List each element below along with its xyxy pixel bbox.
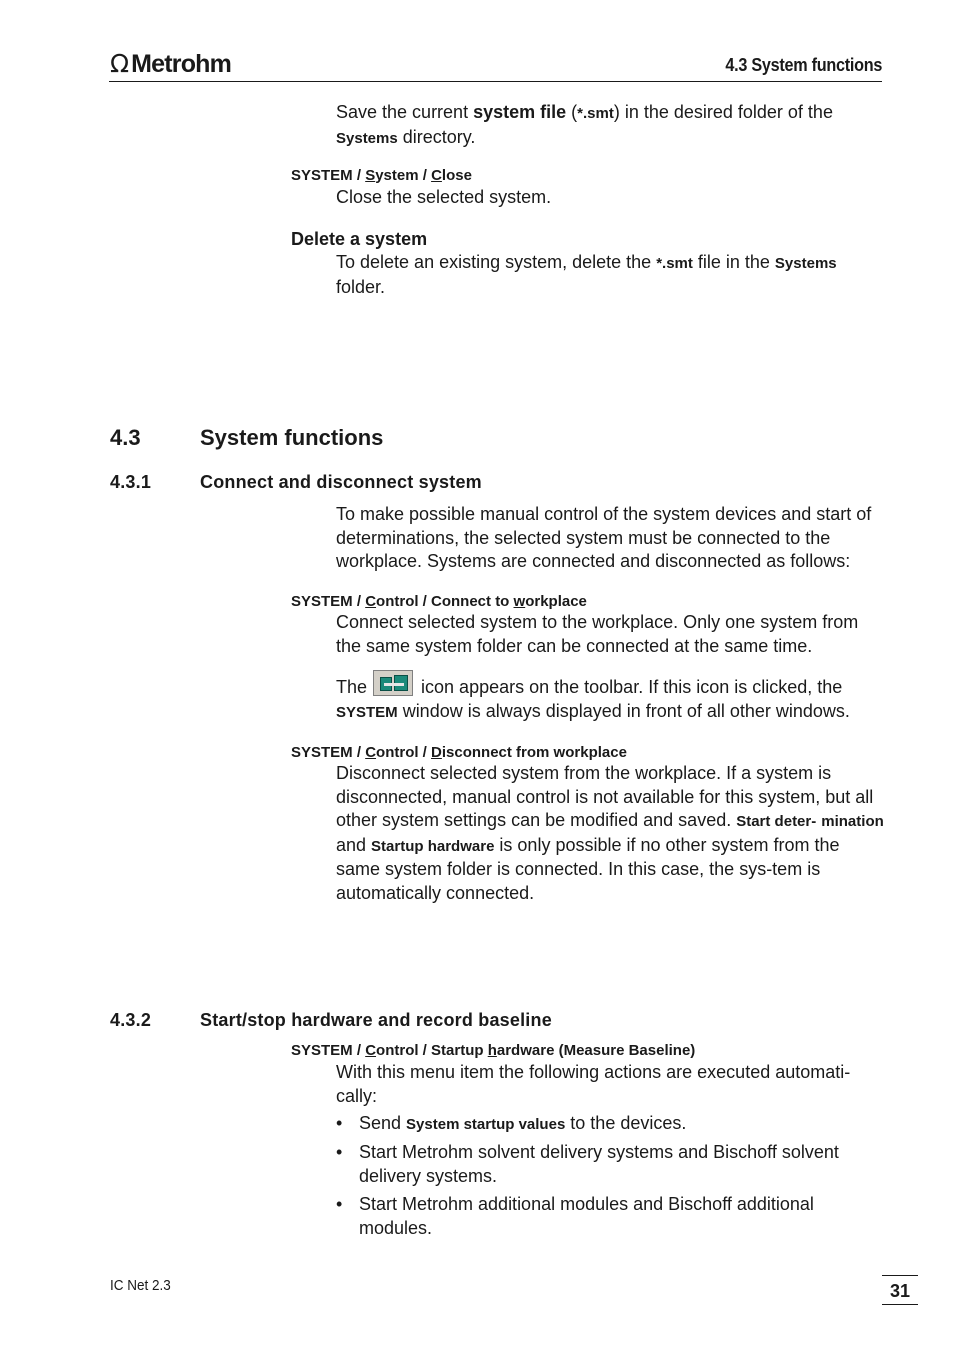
page-number: 31 <box>882 1275 918 1305</box>
section-number-4-3-2: 4.3.2 <box>110 1010 152 1030</box>
bullet-icon: • <box>336 1194 343 1214</box>
section-number-4-3-1: 4.3.1 <box>110 472 152 492</box>
delete-system-heading: Delete a system <box>291 229 428 249</box>
list-item: • Start Metrohm solvent delivery systems and Bischoff solvent delivery systems. <box>336 1141 882 1188</box>
metrohm-logo <box>110 50 231 78</box>
menu-path-connect: SYSTEM / Control / Connect to workplace <box>291 593 587 610</box>
logo-text: Metrohm <box>131 50 232 78</box>
delete-paragraph: To delete an existing system, delete the *.smt file in the Systems folder. <box>336 252 837 297</box>
connect-icon-paragraph: The icon appears on the toolbar. If this icon is clicked, the SYSTEM window is always displayed in front of all other windows. <box>336 670 884 724</box>
menu-path-disconnect: SYSTEM / Control / Disconnect from workplace <box>291 744 627 761</box>
list-item: • Send System startup values to the devices. <box>336 1112 882 1137</box>
section-number-4-3: 4.3 <box>110 425 141 450</box>
section-title-4-3-2: Start/stop hardware and record baseline <box>200 1010 552 1030</box>
system-file-term: system file <box>473 102 567 122</box>
section-title-4-3-1: Connect and disconnect system <box>200 472 482 492</box>
connect-description: Connect selected system to the workplace. Only one system from the same system folder can be connected at the same time. <box>336 612 859 656</box>
footer-document-name: IC Net 2.3 <box>110 1277 171 1294</box>
running-header-title: 4.3 System functions <box>725 55 882 75</box>
header-rule <box>109 81 882 82</box>
connect-intro-paragraph: To make possible manual control of the system devices and start of determinations, the selected system must be connected to the workplace. Systems are connected and disconnected as follows: <box>336 504 872 571</box>
systems-folder-term: Systems <box>336 129 398 147</box>
smt-extension: *.smt <box>577 105 614 122</box>
bullet-icon: • <box>336 1113 343 1133</box>
close-description: Close the selected system. <box>336 187 552 207</box>
menu-path-startup: SYSTEM / Control / Startup hardware (Measure Baseline) <box>291 1042 696 1059</box>
startup-intro: With this menu item the following actions are executed automati-cally: <box>336 1062 851 1106</box>
section-title-4-3: System functions <box>200 425 384 450</box>
disconnect-description: Disconnect selected system from the workplace. If a system is disconnected, manual control is not available for this system, but all other system settings can be modified and saved. Start deter- mination and Startup hardware is only possible if no other system from the same system folder is connected. In this case, the sys-tem is automatically connected. <box>336 763 884 903</box>
omega-icon: Ω <box>110 49 130 78</box>
system-connected-icon <box>373 670 413 696</box>
bullet-icon: • <box>336 1142 343 1162</box>
save-paragraph: Save the current system file (*.smt) in the desired folder of the Systems directory. <box>336 102 833 147</box>
list-item: • Start Metrohm additional modules and Bischoff additional modules. <box>336 1193 882 1240</box>
menu-path-close: SYSTEM / System / Close <box>291 167 472 184</box>
